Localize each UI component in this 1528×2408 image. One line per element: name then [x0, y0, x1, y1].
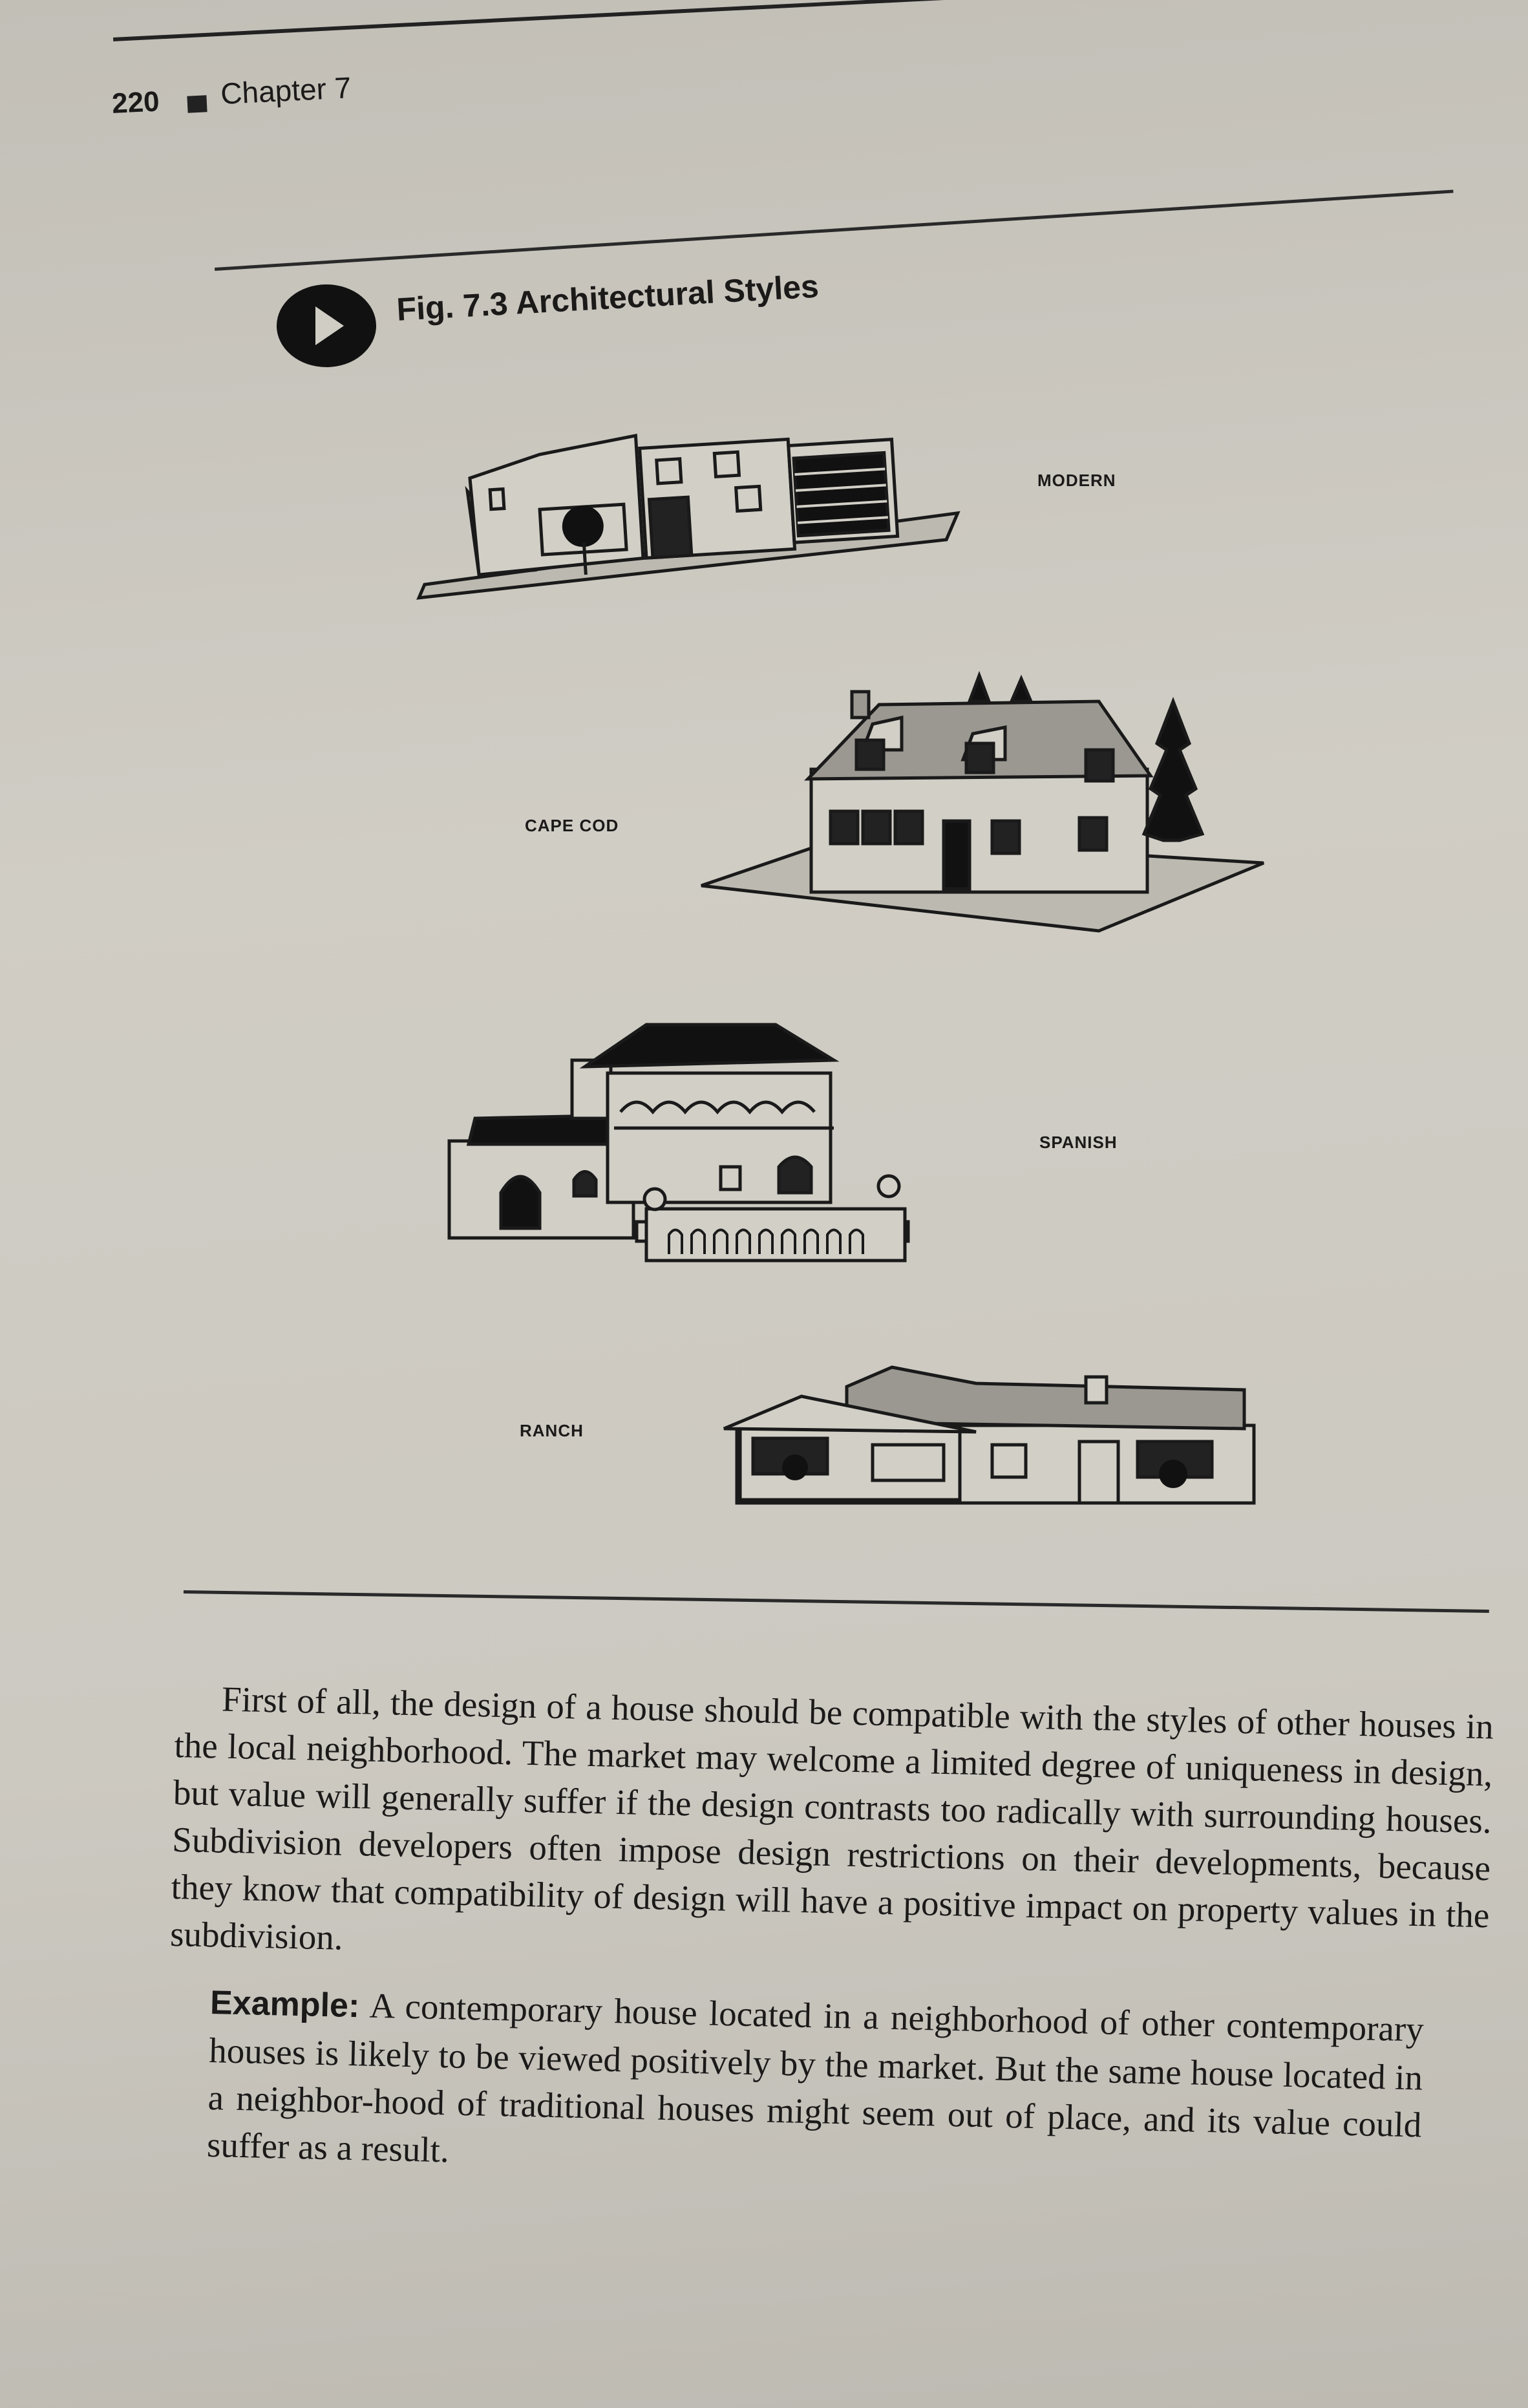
- style-label-modern: MODERN: [1037, 471, 1116, 490]
- figure-caption: Fig. 7.3 Architectural Styles: [396, 268, 820, 328]
- modern-house-drawing: [410, 416, 960, 598]
- style-label-ranch: RANCH: [520, 1421, 584, 1440]
- page-number: 220: [111, 85, 160, 120]
- body-paragraph: First of all, the design of a house should be compatible with the styles of other houses in the local neighborhood. The market may welcome a limited degree of uniqueness in design, but value will generally suffer if the design contrasts too radically with surrounding houses. Subdivision developers often impose design restrictions on their developments, because they know that compatibility of design will have a positive impact on property values in the subdivision.: [169, 1679, 1494, 1957]
- example-text: A contemporary house located in a neighborhood of other contemporary houses is likely to be viewed positively by the market. But the same house located in a neighbor-hood of traditional houses might seem out of place, and its value could suffer as a result.: [206, 1985, 1425, 2170]
- ranch-house-drawing: [724, 1367, 1254, 1503]
- chapter-label: Chapter 7: [220, 70, 352, 111]
- style-label-cape-cod: CAPE COD: [525, 816, 619, 835]
- spanish-house-drawing: [449, 1025, 908, 1261]
- example-label: Example:: [209, 1983, 360, 2025]
- example-block: [206, 1978, 1424, 2196]
- cape-cod-house-drawing: [701, 676, 1264, 931]
- style-label-spanish: SPANISH: [1039, 1133, 1118, 1152]
